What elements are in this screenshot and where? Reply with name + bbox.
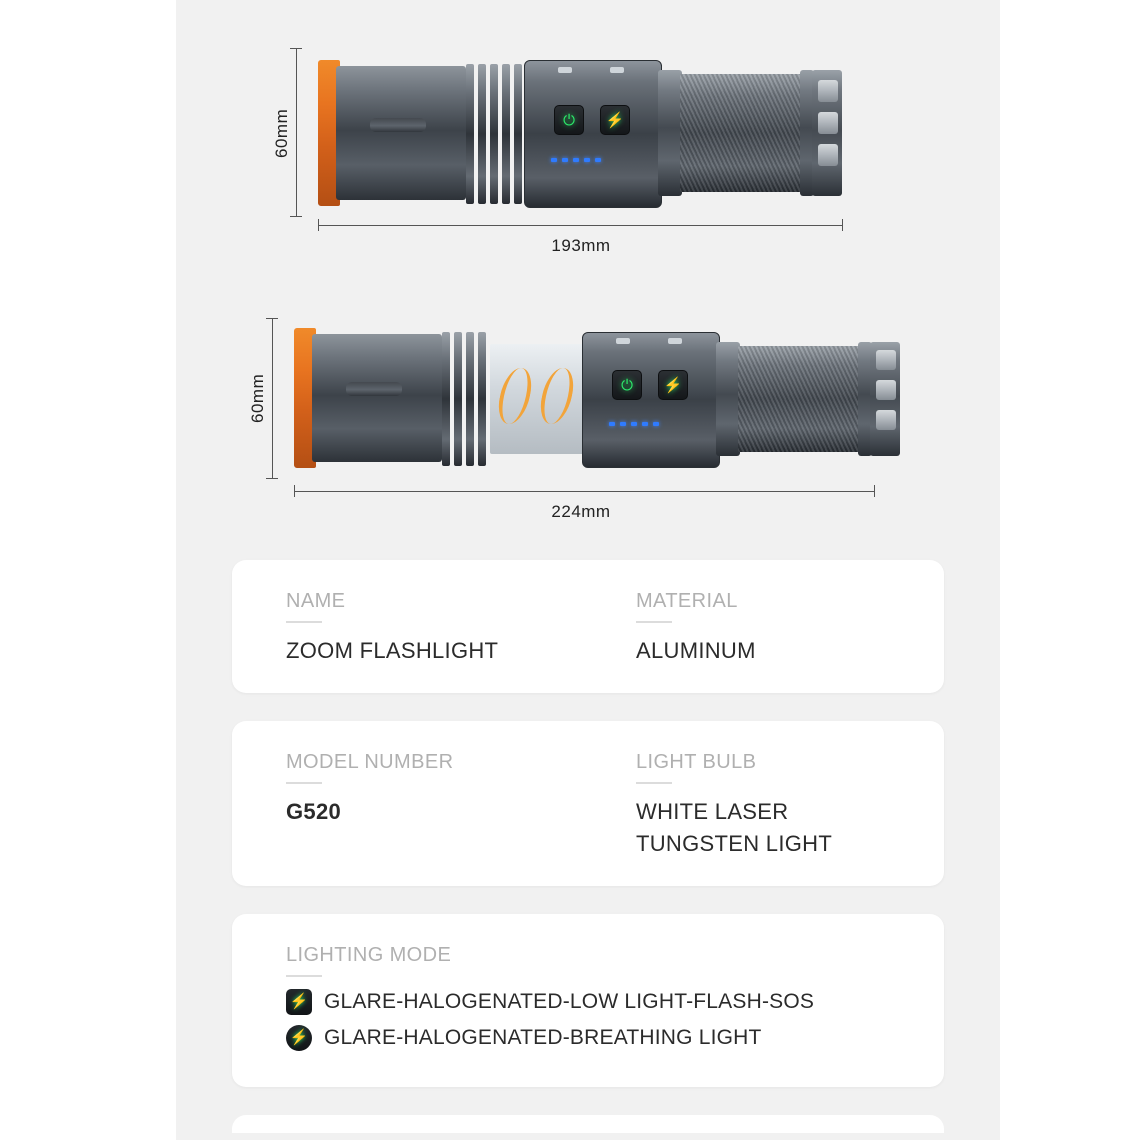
bolt-icon: ⚡ [663,376,683,394]
control-panel-section [524,60,662,208]
tail-slot [818,112,838,134]
cooling-fin [442,332,450,466]
knurled-grip [738,346,860,452]
top-length-dimension-line [318,225,842,226]
spec-card-list [176,560,1000,1133]
bottom-height-label: 60mm [248,373,267,423]
list-item [286,989,944,1015]
field-model-number [232,751,582,860]
head-grip-slot [346,382,402,396]
bolt-icon: ⚡ [605,111,625,129]
bottom-length-tick-left [294,485,295,497]
field-label: LIGHTING MODE [286,943,452,966]
field-label: LIGHT BULB [636,750,757,773]
top-height-tick-upper [290,48,302,49]
dimension-diagram [176,0,1000,560]
power-icon: ⏻ [563,111,575,129]
field-underline [286,782,322,784]
power-icon: ⏻ [621,376,633,394]
cooling-fin [502,64,510,204]
bottom-length-label: 224mm [551,502,611,521]
battery-led-row [609,422,659,426]
battery-led [631,422,637,426]
lighting-mode-list [286,989,944,1051]
field-label: NAME [286,590,346,612]
top-length-tick-right [842,219,843,231]
head-grip-slot [370,118,426,132]
battery-led [620,422,626,426]
field-light-bulb [582,751,912,860]
cooling-fin [478,332,486,466]
cooling-fin [490,64,498,204]
top-height-tick-lower [290,216,302,217]
tail-slot [818,144,838,166]
battery-tube [658,70,682,196]
control-panel-section [582,332,720,468]
bolt-glyph: ⚡ [289,993,309,1011]
bolt-circle-icon [286,1025,312,1051]
panel-top-indicator [616,338,630,344]
spec-card-next-partial [232,1115,944,1133]
cooling-fin [466,64,474,204]
cooling-fin [466,332,474,466]
flashlight-head [312,334,442,462]
battery-led [562,158,568,162]
field-underline [636,621,672,623]
bottom-height-tick-upper [266,318,278,319]
bottom-length-tick-right [874,485,875,497]
tail-slot [876,380,896,400]
top-height-label: 60mm [272,108,291,158]
knurled-grip [680,74,802,192]
spec-card-lighting-mode [232,914,944,1087]
field-value: ZOOM FLASHLIGHT [286,638,499,663]
flashlight-extended [294,318,874,478]
battery-led [609,422,615,426]
bolt-glyph: ⚡ [289,1029,309,1047]
power-button[interactable] [554,105,584,135]
cooling-fin [478,64,486,204]
cooling-fin [454,332,462,466]
tail-slot [876,410,896,430]
flashlight-head [336,66,466,200]
bottom-length-dimension-line [294,491,874,492]
field-label: MATERIAL [636,590,738,612]
spec-card-model-bulb [232,721,944,886]
field-value: G520 [286,798,342,824]
list-item-label: GLARE-HALOGENATED-LOW LIGHT-FLASH-SOS [324,989,815,1013]
tail-slot [876,350,896,370]
top-length-label: 193mm [551,236,611,255]
spec-card-name-material [232,560,944,693]
field-value: WHITE LASER TUNGSTEN LIGHT [636,798,833,856]
bottom-height-dimension-line [272,318,273,478]
card-row [232,751,944,860]
field-underline [286,621,322,623]
battery-led [653,422,659,426]
panel-top-indicator [610,67,624,73]
list-item [286,1025,944,1051]
panel-top-indicator [558,67,572,73]
panel-top-indicator [668,338,682,344]
top-height-dimension-line [296,48,297,216]
field-underline [636,782,672,784]
field-material [582,590,912,667]
battery-bolt-icon [286,989,312,1015]
field-underline [286,975,322,977]
field-name [232,590,582,667]
flashlight-retracted [318,48,842,216]
top-length-tick-left [318,219,319,231]
bottom-height-tick-lower [266,478,278,479]
battery-led [584,158,590,162]
battery-led [642,422,648,426]
mode-button[interactable] [658,370,688,400]
field-label: MODEL NUMBER [286,750,454,773]
list-item-label: GLARE-HALOGENATED-BREATHING LIGHT [324,1025,762,1049]
field-lighting-mode [232,944,944,1051]
mode-button[interactable] [600,105,630,135]
battery-led [551,158,557,162]
battery-led [595,158,601,162]
card-row [232,590,944,667]
field-value: ALUMINUM [636,638,756,663]
tail-slot [818,80,838,102]
power-button[interactable] [612,370,642,400]
battery-led [573,158,579,162]
battery-led-row [551,158,601,162]
battery-tube [716,342,740,456]
content-column [176,0,1000,1140]
cooling-fin [514,64,522,204]
